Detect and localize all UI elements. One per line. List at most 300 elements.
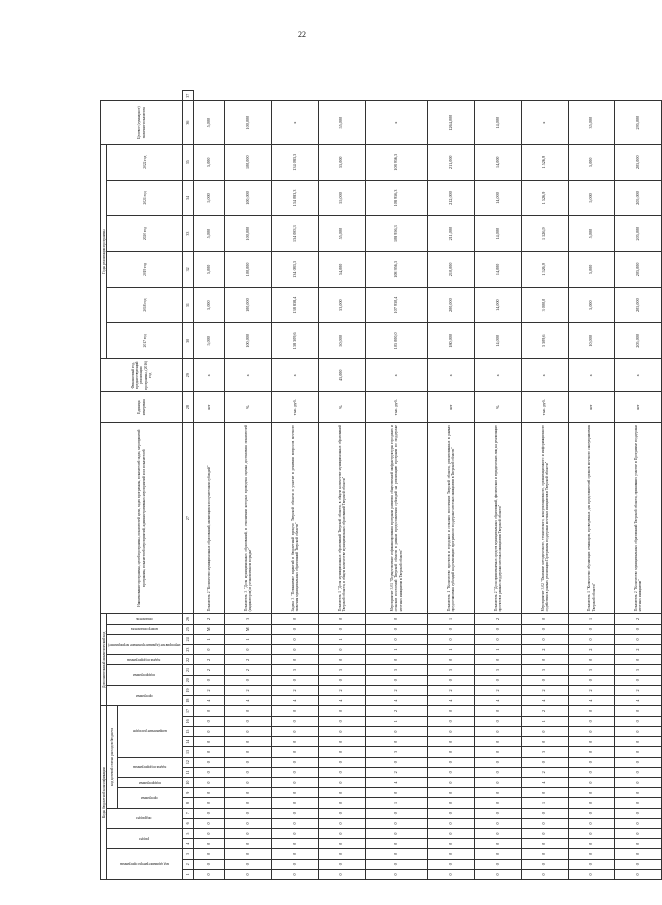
column-index-cell: 2	[183, 859, 194, 869]
row-name: Показатель 2 "Доля привлекаемых средств муниципальных образований, физических и юридических лиц на реализацию проектов в рамках поддержки местных инициатив Тверской области"	[475, 422, 522, 613]
row-year-value: 134 083,3	[272, 180, 319, 216]
row-year-value: 5,000	[568, 252, 615, 288]
code-cell: 2	[475, 614, 522, 624]
code-cell: 4	[225, 696, 272, 706]
header-year-3: 2019 год	[107, 252, 183, 288]
code-cell: 0	[225, 839, 272, 849]
code-cell: 0	[318, 788, 365, 798]
code-cell: 0	[225, 788, 272, 798]
code-cell: 2	[194, 614, 225, 624]
code-cell: 0	[521, 839, 568, 849]
code-cell: 4	[318, 696, 365, 706]
column-index-cell: 26	[183, 614, 194, 624]
code-cell: 0	[194, 839, 225, 849]
code-cell: 3	[365, 747, 428, 757]
code-cell: 3	[428, 665, 475, 675]
row-unit: шт	[615, 392, 662, 423]
header-year-5: 2021 год	[107, 180, 183, 216]
code-cell: М	[194, 624, 225, 634]
code-cell: 2	[568, 645, 615, 655]
row-year-value: 10,000	[568, 323, 615, 359]
code-cell: 0	[428, 757, 475, 767]
row-year-value: 1 526,9	[521, 252, 568, 288]
code-cell: 0	[428, 808, 475, 818]
code-cell: 0	[428, 777, 475, 787]
code-cell: 0	[568, 757, 615, 767]
row-name: Показатель 2 "Количество муниципальных образований Тверской области, принявших участие в Программе поддержки местных инициатив"	[615, 422, 662, 613]
code-cell: 0	[568, 818, 615, 828]
code-cell: 0	[428, 767, 475, 777]
code-cell: 0	[615, 798, 662, 808]
header-unit: Единица измерения	[101, 392, 183, 423]
row-year-value: 53,000	[318, 287, 365, 323]
header-sub-code: подпрограмма	[107, 665, 183, 685]
row-year-value: 3 000,0	[521, 287, 568, 323]
code-cell: 0	[475, 747, 522, 757]
code-cell: 0	[615, 788, 662, 798]
code-cell: 0	[318, 645, 365, 655]
code-cell: 0	[272, 634, 319, 644]
code-cell: 3	[318, 665, 365, 675]
code-cell: 0	[272, 624, 319, 634]
code-cell: 0	[272, 828, 319, 838]
row-year-value: 3 309,6	[521, 323, 568, 359]
code-cell: 0	[225, 849, 272, 859]
code-cell: 0	[318, 849, 365, 859]
code-cell: 0	[428, 747, 475, 757]
row-year-value: 1 526,9	[521, 180, 568, 216]
row-unit: %	[318, 392, 365, 423]
code-cell: 0	[318, 675, 365, 685]
table-row	[615, 91, 662, 880]
column-index-cell: 1	[183, 869, 194, 879]
column-index-cell: 9	[183, 788, 194, 798]
code-cell: 0	[272, 808, 319, 818]
row-unit: тыс. руб.	[272, 392, 319, 423]
code-cell: 2	[615, 645, 662, 655]
code-cell: 0	[475, 624, 522, 634]
code-cell: 2	[225, 665, 272, 675]
code-cell: 0	[568, 655, 615, 665]
code-cell: 0	[521, 675, 568, 685]
code-cell: 0	[365, 675, 428, 685]
code-cell: 0	[194, 798, 225, 808]
header-direction: направление расходов	[118, 706, 183, 757]
code-cell: 0	[521, 859, 568, 869]
code-cell: 0	[272, 859, 319, 869]
code-cell: 1	[194, 634, 225, 644]
code-cell: 0	[615, 706, 662, 717]
header-subsection: подраздел	[107, 808, 183, 828]
code-cell: 0	[194, 737, 225, 747]
code-cell: 0	[318, 818, 365, 828]
row-year-value: 134 083,3	[272, 252, 319, 288]
code-cell: 0	[365, 737, 428, 747]
code-cell: 3	[225, 614, 272, 624]
row-final-value: x	[521, 101, 568, 144]
table-row	[365, 91, 428, 880]
code-cell: 0	[318, 706, 365, 717]
column-index-cell: 8	[183, 798, 194, 808]
code-cell: 0	[365, 849, 428, 859]
code-cell: 0	[318, 767, 365, 777]
code-cell: 2	[318, 685, 365, 695]
code-cell: 0	[568, 634, 615, 644]
row-unit: тыс. руб.	[521, 392, 568, 423]
code-cell: 2	[428, 685, 475, 695]
code-cell: 0	[428, 818, 475, 828]
row-year-value: 14,000	[475, 323, 522, 359]
column-index-cell: 15	[183, 726, 194, 736]
row-year-value: 14,000	[475, 216, 522, 252]
code-cell: 0	[318, 828, 365, 838]
code-cell: 0	[568, 849, 615, 859]
code-cell: 0	[428, 737, 475, 747]
row-year-value: 108 956,3	[365, 252, 428, 288]
code-cell: 0	[568, 859, 615, 869]
table-row	[521, 91, 568, 880]
row-base-year-value: x	[194, 359, 225, 392]
column-index-cell: 24	[183, 634, 194, 644]
code-cell: 0	[615, 839, 662, 849]
code-cell: 1	[428, 645, 475, 655]
column-index-cell: 11	[183, 767, 194, 777]
table-row	[428, 91, 475, 880]
row-year-value: 55,000	[318, 216, 365, 252]
row-year-value: 100,000	[225, 287, 272, 323]
header-subprogram: подпрограмма	[118, 777, 183, 787]
rotated-table-container	[100, 90, 643, 880]
row-base-year-value: x	[365, 359, 428, 392]
code-cell: 3	[365, 665, 428, 675]
code-cell: 0	[194, 859, 225, 869]
column-index-row	[183, 91, 194, 880]
code-cell: 0	[475, 828, 522, 838]
code-cell: 0	[225, 716, 272, 726]
header-name: Наименование программы, целей программы, показателей цели, задач программы, показателей задач, мероприятий программы, показателей мероприятий, административных мероприятий и их показателей	[101, 422, 183, 613]
code-cell: 0	[194, 808, 225, 818]
code-cell: 4	[272, 696, 319, 706]
row-year-value: 100,000	[225, 144, 272, 180]
code-cell: 0	[272, 869, 319, 879]
row-base-year-value: x	[521, 359, 568, 392]
code-cell: 0	[428, 634, 475, 644]
code-cell: 0	[428, 849, 475, 859]
code-cell: 2	[225, 655, 272, 665]
code-cell: 0	[194, 757, 225, 767]
code-cell: 2	[365, 767, 428, 777]
code-cell: М	[225, 624, 272, 634]
code-cell: 3	[475, 665, 522, 675]
code-cell: 0	[194, 675, 225, 685]
code-cell: 0	[521, 818, 568, 828]
code-cell: 1	[428, 614, 475, 624]
row-base-year-value: 45,000	[318, 359, 365, 392]
code-cell: 0	[318, 777, 365, 787]
code-cell: 0	[521, 828, 568, 838]
code-cell: 0	[365, 788, 428, 798]
code-cell: 0	[225, 777, 272, 787]
row-final-value: 14,000	[475, 101, 522, 144]
code-cell: 0	[225, 737, 272, 747]
row-base-year-value: x	[428, 359, 475, 392]
code-cell: 0	[194, 747, 225, 757]
code-cell: 0	[272, 777, 319, 787]
code-cell: 0	[521, 757, 568, 767]
code-cell: 0	[475, 726, 522, 736]
row-final-value: x	[272, 101, 319, 144]
row-year-value: 205,000	[615, 323, 662, 359]
code-cell: 4	[615, 696, 662, 706]
code-cell: 0	[615, 869, 662, 879]
row-name: Показатель 1 "Количество проектов и городских и сельских поселениях Тверской области, реализованных в рамках предоставления субсидий на реализацию программ по поддержке местных инициатив в Тверской области"	[428, 422, 475, 613]
row-base-year-value: x	[568, 359, 615, 392]
code-cell: 0	[568, 839, 615, 849]
row-year-value: 107 930,4	[365, 287, 428, 323]
code-cell: 0	[615, 859, 662, 869]
code-cell: 0	[318, 839, 365, 849]
code-cell: 0	[521, 869, 568, 879]
header-final-value: Целевое (суммарное) значение показателя	[101, 101, 183, 144]
code-cell: 0	[428, 716, 475, 726]
row-base-year-value: x	[615, 359, 662, 392]
row-unit: шт	[194, 392, 225, 423]
row-year-value: 14,000	[475, 180, 522, 216]
code-cell: 0	[272, 614, 319, 624]
row-year-value: 5,000	[568, 180, 615, 216]
column-index-cell: 3	[183, 849, 194, 859]
table-row	[194, 91, 225, 880]
code-cell: 4	[428, 696, 475, 706]
column-index-cell: 30	[183, 323, 194, 359]
code-cell: 0	[568, 828, 615, 838]
code-cell: 0	[521, 808, 568, 818]
header-target-article: код целевой статьи расходов бюджета	[107, 706, 118, 808]
code-cell: 0	[194, 767, 225, 777]
code-cell: 3	[521, 747, 568, 757]
code-cell: 2	[615, 614, 662, 624]
row-year-value: 100,000	[225, 323, 272, 359]
code-cell: 0	[521, 788, 568, 798]
code-cell: 1	[225, 634, 272, 644]
code-cell: 0	[225, 767, 272, 777]
code-cell: 0	[475, 757, 522, 767]
code-cell: 0	[475, 808, 522, 818]
code-cell: 0	[365, 828, 428, 838]
code-cell: 0	[365, 757, 428, 767]
code-cell: 0	[615, 808, 662, 818]
code-cell: 4	[521, 696, 568, 706]
code-cell: 0	[615, 818, 662, 828]
row-final-value: 100,000	[225, 101, 272, 144]
column-index-cell: 31	[183, 287, 194, 323]
code-cell: 0	[365, 808, 428, 818]
code-cell: 4	[475, 696, 522, 706]
table-row	[318, 91, 365, 880]
code-cell: 0	[225, 645, 272, 655]
row-year-value: 134 083,3	[272, 216, 319, 252]
row-year-value: 14,000	[475, 287, 522, 323]
code-cell: 2	[568, 685, 615, 695]
code-cell: 4	[365, 696, 428, 706]
row-final-value: x	[365, 101, 428, 144]
code-cell: 0	[225, 808, 272, 818]
code-cell: 0	[272, 849, 319, 859]
row-final-value: 35,000	[568, 101, 615, 144]
code-cell: 0	[521, 624, 568, 634]
row-year-value: 5,000	[568, 144, 615, 180]
code-cell: 0	[272, 655, 319, 665]
table-row	[568, 91, 615, 880]
column-index-cell: 17	[183, 706, 194, 717]
code-cell: 0	[428, 828, 475, 838]
code-cell: 0	[194, 849, 225, 859]
code-cell: 0	[428, 675, 475, 685]
header-year-6: 2022 год	[107, 144, 183, 180]
code-cell: 0	[225, 726, 272, 736]
column-index-cell: 5	[183, 828, 194, 838]
code-cell: 1	[521, 798, 568, 808]
code-cell: 0	[568, 767, 615, 777]
row-unit: %	[225, 392, 272, 423]
code-cell: 3	[568, 665, 615, 675]
code-cell: 0	[272, 737, 319, 747]
code-cell: 3	[272, 665, 319, 675]
row-unit: шт	[568, 392, 615, 423]
column-index-cell: 25	[183, 624, 194, 634]
code-cell: 0	[428, 726, 475, 736]
code-cell: 2	[365, 706, 428, 717]
code-cell: 0	[225, 757, 272, 767]
row-year-value: 100,000	[225, 252, 272, 288]
row-year-value: 5,000	[194, 252, 225, 288]
code-cell: 0	[568, 798, 615, 808]
header-measure-code: мероприятие (административное мероприятие)	[107, 634, 183, 654]
code-cell: 0	[615, 849, 662, 859]
code-cell: 1	[318, 634, 365, 644]
row-name: Задача 3 "Повышение гарантий в бюджетный процесс Тверской области и участие в решении вопросов местного значения муниципальных образований Тверской области"	[272, 422, 319, 613]
row-base-year-value: x	[475, 359, 522, 392]
code-cell: 0	[568, 808, 615, 818]
code-cell: 0	[428, 859, 475, 869]
header-task-code: задача подпрограммы	[107, 655, 183, 665]
code-cell: 0	[272, 747, 319, 757]
header-additional-code: Дополнительный аналитический код	[101, 614, 107, 706]
header-section: раздел	[107, 828, 183, 848]
header-year-1: 2017 год	[107, 323, 183, 359]
header-admin-code: код администратора программы	[107, 849, 183, 880]
header-indicator-code: показатель	[107, 614, 183, 624]
row-year-value: 1 526,9	[521, 144, 568, 180]
code-cell: 0	[318, 716, 365, 726]
code-cell: 0	[615, 716, 662, 726]
row-year-value: 55,000	[318, 144, 365, 180]
code-cell: 1	[365, 798, 428, 808]
row-name: Показатель 3 "Доля муниципальных образований, в отношении которых проведена оценка достижения показателей (индикаторов) в установленном порядке"	[225, 422, 272, 613]
code-cell: 2	[475, 685, 522, 695]
column-index-cell: 22	[183, 655, 194, 665]
code-cell: 0	[194, 716, 225, 726]
code-cell: 4	[521, 777, 568, 787]
code-cell: 0	[272, 726, 319, 736]
code-cell: 0	[475, 788, 522, 798]
code-cell: 0	[615, 624, 662, 634]
code-cell: 0	[615, 777, 662, 787]
code-cell: 0	[272, 839, 319, 849]
code-cell: 0	[272, 767, 319, 777]
code-cell: 0	[475, 869, 522, 879]
table-row	[475, 91, 522, 880]
code-cell: 0	[568, 777, 615, 787]
code-cell: 0	[475, 634, 522, 644]
code-cell: 0	[365, 726, 428, 736]
column-index-cell: 37	[183, 91, 194, 101]
code-cell: 0	[365, 655, 428, 665]
code-cell: 0	[272, 788, 319, 798]
code-cell: 2	[194, 685, 225, 695]
code-cell: 0	[568, 706, 615, 717]
code-cell: 0	[318, 859, 365, 869]
code-cell: 0	[568, 675, 615, 685]
page-number: 22	[298, 30, 306, 39]
code-cell: 0	[365, 624, 428, 634]
row-final-value: 295,000	[615, 101, 662, 144]
code-cell: 0	[318, 655, 365, 665]
code-cell: 0	[615, 828, 662, 838]
column-index-cell: 23	[183, 645, 194, 655]
header-year-2: 2018 год	[107, 287, 183, 323]
code-cell: 0	[318, 798, 365, 808]
row-year-value: 5,000	[568, 287, 615, 323]
column-index-cell: 27	[183, 422, 194, 613]
code-cell: 0	[225, 828, 272, 838]
row-year-value: 5,000	[194, 323, 225, 359]
code-cell: 0	[521, 849, 568, 859]
code-cell: 0	[475, 706, 522, 717]
row-year-value: 211,000	[428, 216, 475, 252]
code-cell: 0	[318, 737, 365, 747]
code-cell: 1	[521, 716, 568, 726]
code-cell: 0	[568, 624, 615, 634]
code-cell: 0	[568, 737, 615, 747]
row-final-value: 55,000	[318, 101, 365, 144]
header-fin-year: Финансовый год, предшествующий реализации программы, (2016) год	[101, 359, 183, 392]
code-cell: 0	[568, 747, 615, 757]
code-cell: 0	[475, 839, 522, 849]
code-cell: 3	[521, 665, 568, 675]
code-cell: 0	[475, 767, 522, 777]
code-cell: 4	[568, 696, 615, 706]
code-cell: 0	[225, 747, 272, 757]
row-year-value: 14,000	[475, 144, 522, 180]
code-cell: 0	[225, 706, 272, 717]
header-years-group: Годы реализации программы	[101, 144, 107, 358]
code-cell: 0	[428, 655, 475, 665]
row-year-value: 54,000	[318, 252, 365, 288]
row-year-value: 5,000	[568, 216, 615, 252]
row-year-value: 108 956,3	[365, 144, 428, 180]
code-cell: 0	[475, 777, 522, 787]
header-year-4: 2020 год	[107, 216, 183, 252]
code-cell: 0	[225, 675, 272, 685]
row-final-value: 1264,000	[428, 101, 475, 144]
row-year-value: 138 838,4	[272, 287, 319, 323]
header-budget-classification: Коды бюджетной классификации	[101, 706, 107, 880]
code-cell: 2	[521, 685, 568, 695]
row-year-value: 100,000	[225, 180, 272, 216]
row-name: Показатель 1 "Доля муниципальных образований Тверской области, в общем количестве муниципальных образований Тверской области, в общем количестве муниципальных образований Тверской области"	[318, 422, 365, 613]
code-cell: 0	[194, 869, 225, 879]
